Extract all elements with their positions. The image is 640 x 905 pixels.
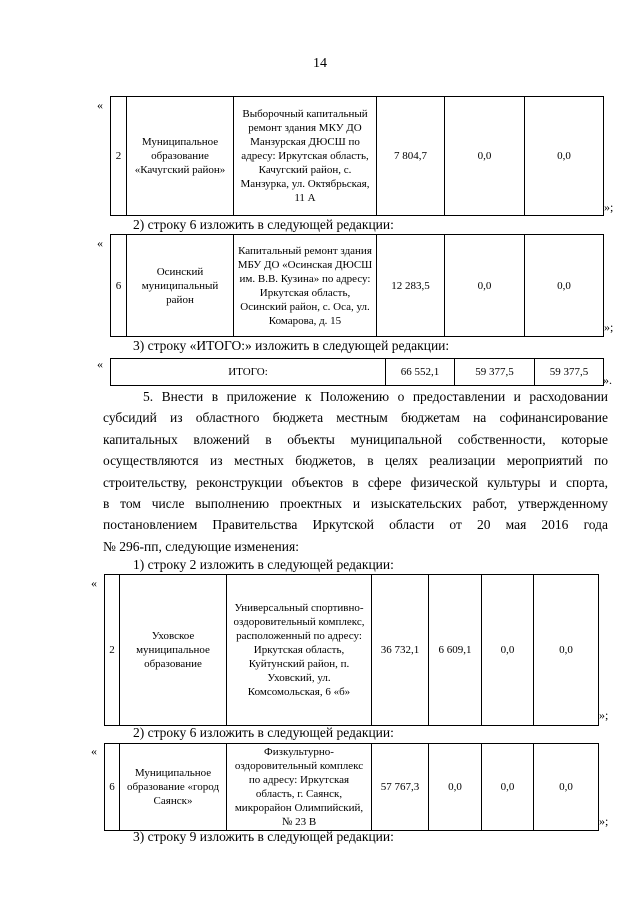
cell-object: Физкультурно-оздоровительный комплекс по адресу: Иркутская область, г. Саянск, микрорайон Олимпийский, № 23 В [227, 744, 372, 831]
cell-value-1: 66 552,1 [386, 359, 455, 386]
cell-total-label: ИТОГО: [111, 359, 386, 386]
quote-close: »; [599, 708, 609, 722]
quote-close: »; [599, 814, 609, 828]
cell-value-3: 0,0 [525, 235, 604, 337]
paragraph-line: в том числе выполнению проектных и изыскательских работ, утвержденному [103, 496, 608, 512]
cell-object: Выборочный капитальный ремонт здания МКУ ДО Манзурская ДЮСШ по адресу: Иркутская область, Качугский район, с. Манзурка, ул. Октябрьская, 11 А [234, 97, 377, 216]
quote-close: ». [603, 373, 612, 387]
paragraph-line: субсидий из областного бюджета местным бюджетам на софинансирование [103, 410, 608, 426]
instruction-row9: 3) строку 9 изложить в следующей редакции: [133, 829, 394, 844]
quote-close: »; [604, 200, 614, 214]
cell-value-2: 59 377,5 [455, 359, 535, 386]
paragraph-line: постановлением Правительства Иркутской области от 20 мая 2016 года [103, 517, 608, 533]
cell-object: Универсальный спортивно-оздоровительный комплекс, расположенный по адресу: Иркутская область, Куйтунский район, п. Уховский, ул. Комсомольская, 6 «б» [227, 575, 372, 726]
table-row-total [110, 358, 604, 386]
cell-municipality: Осинский муниципальный район [127, 235, 234, 337]
paragraph-line: капитальных вложений в объекты муниципальной собственности, которые [103, 431, 608, 447]
cell-value-2: 0,0 [445, 235, 525, 337]
quote-close: »; [604, 320, 614, 334]
cell-value-1: 57 767,3 [372, 744, 429, 831]
paragraph-line: осуществляются из местных бюджетов, в целях реализации мероприятий по [103, 453, 608, 469]
quote-open: « [97, 98, 103, 112]
quote-open: « [91, 744, 97, 758]
paragraph-line: № 296-пп, следующие изменения: [103, 538, 299, 554]
cell-number: 2 [111, 97, 127, 216]
table-row-sayansk [104, 743, 599, 831]
table-row-osa [110, 234, 604, 337]
quote-open: « [91, 576, 97, 590]
cell-value-1: 36 732,1 [372, 575, 429, 726]
cell-municipality: Муниципальное образование «Качугский район» [127, 97, 234, 216]
cell-value-3: 0,0 [482, 575, 534, 726]
cell-municipality: Уховское муниципальное образование [120, 575, 227, 726]
cell-value-2: 0,0 [429, 744, 482, 831]
cell-value-3: 0,0 [482, 744, 534, 831]
cell-value-4: 0,0 [534, 744, 599, 831]
paragraph-5 [103, 386, 608, 557]
cell-value-1: 7 804,7 [377, 97, 445, 216]
table-row-ukhovo [104, 574, 599, 726]
cell-object: Капитальный ремонт здания МБУ ДО «Осинская ДЮСШ им. В.В. Кузина» по адресу: Иркутская область, Осинский район, с. Оса, ул. Комарова, д. 15 [234, 235, 377, 337]
table-row-kachug [110, 96, 604, 216]
cell-number: 6 [111, 235, 127, 337]
instruction-row6: 2) строку 6 изложить в следующей редакции: [133, 725, 394, 740]
cell-value-3: 59 377,5 [535, 359, 604, 386]
cell-value-4: 0,0 [534, 575, 599, 726]
cell-value-2: 6 609,1 [429, 575, 482, 726]
paragraph-line: 5. Внести в приложение к Положению о предоставлении и расходовании [143, 389, 608, 404]
instruction-row6: 2) строку 6 изложить в следующей редакции: [133, 217, 394, 232]
page-number: 14 [313, 56, 327, 71]
quote-open: « [97, 236, 103, 250]
cell-number: 6 [105, 744, 120, 831]
cell-number: 2 [105, 575, 120, 726]
quote-open: « [97, 357, 103, 371]
cell-municipality: Муниципальное образование «город Саянск» [120, 744, 227, 831]
cell-value-1: 12 283,5 [377, 235, 445, 337]
cell-value-3: 0,0 [525, 97, 604, 216]
instruction-row2: 1) строку 2 изложить в следующей редакции: [133, 557, 394, 572]
instruction-itogo: 3) строку «ИТОГО:» изложить в следующей редакции: [133, 338, 450, 353]
cell-value-2: 0,0 [445, 97, 525, 216]
paragraph-line: строительству, реконструкции объектов в сфере физической культуры и спорта, [103, 474, 608, 490]
